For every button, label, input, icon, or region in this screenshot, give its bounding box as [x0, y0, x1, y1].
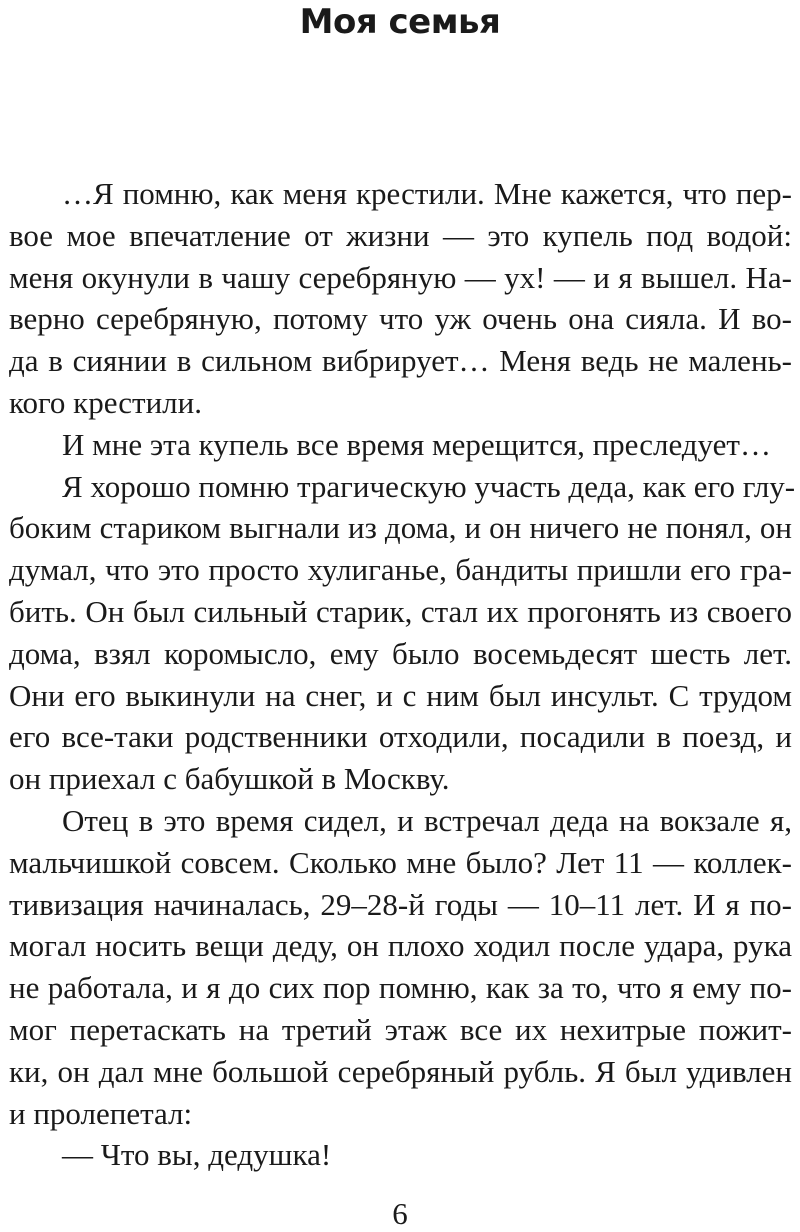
text-line: его все-таки родственники отходили, посадили в поезд, и	[9, 719, 792, 755]
text-line: мальчишкой совсем. Сколько мне было? Лет 11 — коллек-	[9, 844, 792, 880]
text-line: тивизация начиналась, 29–28-й годы — 10–11 лет. И я по-	[9, 886, 792, 922]
page-number: 6	[392, 1196, 408, 1231]
text-line: ки, он дал мне большой серебряный рубль. Я был удивлен	[9, 1053, 792, 1089]
text-line: …Я помню, как меня крестили. Мне кажется, что пер-	[62, 176, 792, 211]
paragraph	[9, 424, 792, 466]
paragraph	[9, 173, 792, 424]
text-line: не работала, и я до сих пор помню, как за то, что я ему по-	[9, 970, 792, 1006]
text-line: боким стариком выгнали из дома, и он ничего не понял, он	[9, 510, 792, 546]
text-line: — Что вы, дедушка!	[62, 1137, 332, 1173]
text-line: бить. Он был сильный старик, стал их прогонять из своего	[9, 593, 792, 629]
text-line: дома, взял коромысло, ему было восемьдесят шесть лет.	[9, 635, 792, 671]
paragraph	[9, 1134, 792, 1176]
text-line: да в сиянии в сильном вибрирует… Меня ведь не малень-	[9, 343, 792, 379]
text-line: и пролепетал:	[9, 1095, 193, 1131]
text-line: меня окунули в чашу серебряную — ух! — и я вышел. На-	[9, 259, 792, 295]
text-line: Они его выкинули на снег, и с ним был инсульт. С трудом	[9, 677, 792, 713]
text-line: кого крестили.	[9, 384, 202, 420]
text-line: мог перетаскать на третий этаж все их нехитрые пожит-	[9, 1011, 792, 1047]
text-line: И мне эта купель все время мерещится, преследует…	[62, 426, 771, 462]
text-line: Отец в это время сидел, и встречал деда на вокзале я,	[62, 802, 792, 838]
body-text	[9, 173, 796, 1176]
chapter-heading: Моя семья	[299, 2, 501, 42]
text-line: Я хорошо помню трагическую участь деда, как его глу-	[62, 468, 796, 504]
text-line: верно серебряную, потому что уж очень она сияла. И во-	[9, 301, 792, 337]
text-line: вое мое впечатление от жизни — это купель под водой:	[9, 217, 792, 253]
text-line: могал носить вещи деду, он плохо ходил после удара, рука	[9, 928, 792, 964]
paragraph	[9, 466, 796, 800]
text-line: думал, что это просто хулиганье, бандиты пришли его гра-	[9, 552, 792, 588]
paragraph	[9, 800, 792, 1134]
text-line: он приехал с бабушкой в Москву.	[9, 761, 450, 797]
